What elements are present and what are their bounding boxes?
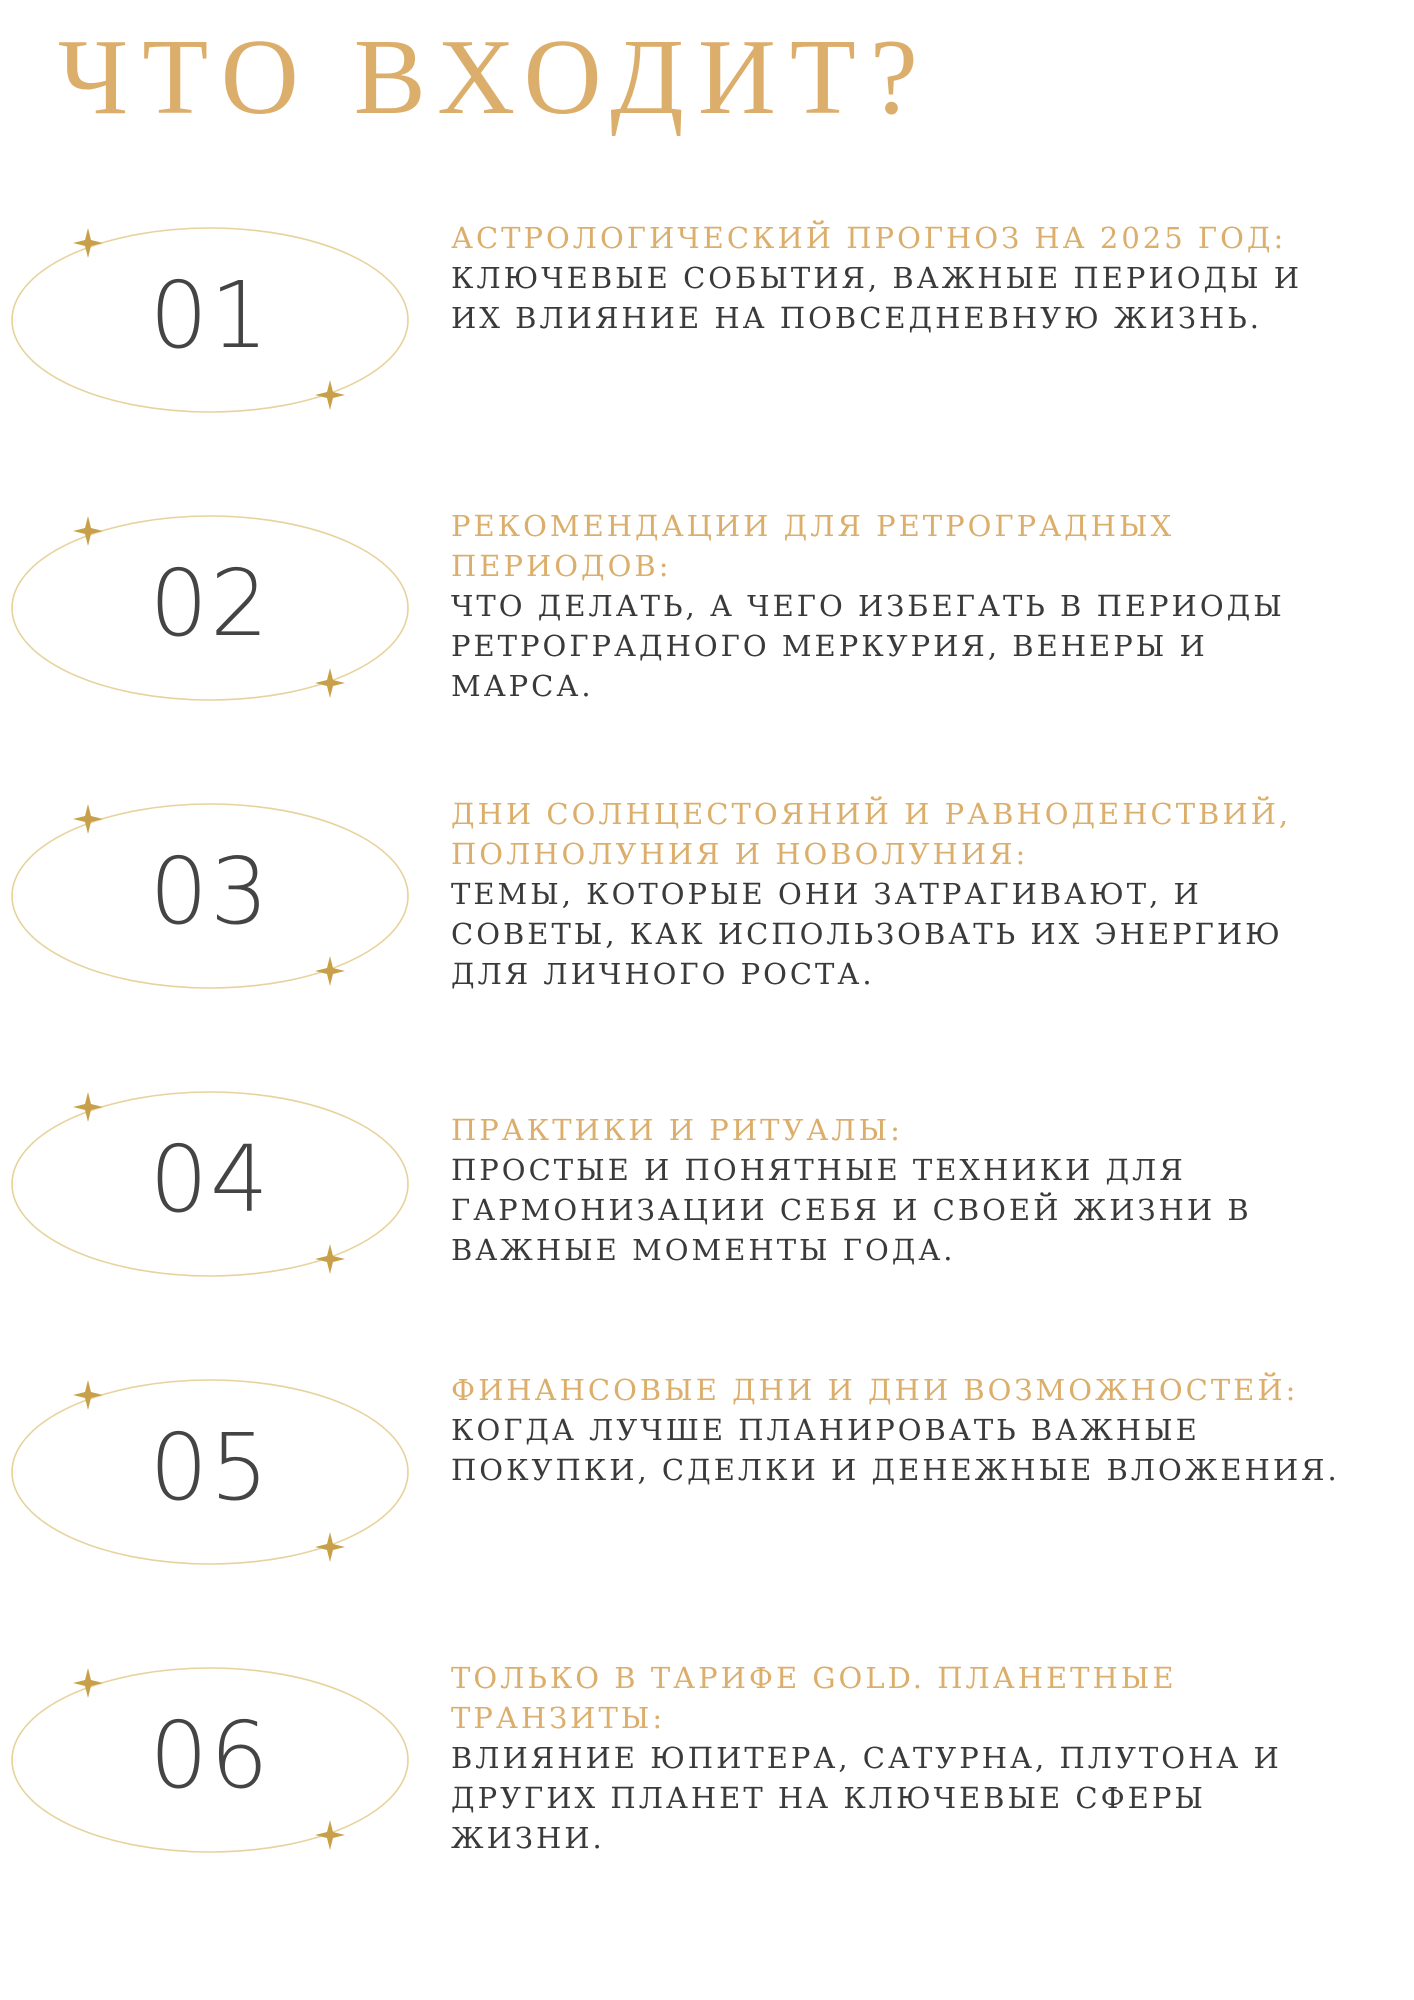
- item-text: [451, 218, 1351, 338]
- number-badge: [0, 498, 430, 738]
- list-item-04: [0, 1074, 1414, 1314]
- sparkle-icon: [73, 804, 103, 834]
- item-description: ВЛИЯНИЕ ЮПИТЕРА, САТУРНА, ПЛУТОНА И ДРУГИХ ПЛАНЕТ НА КЛЮЧЕВЫЕ СФЕРЫ ЖИЗНИ.: [451, 1741, 1282, 1855]
- item-text: [451, 1370, 1351, 1490]
- item-number: 05: [149, 1414, 271, 1521]
- list-item-06: [0, 1650, 1414, 1890]
- item-number: 02: [149, 550, 271, 657]
- item-text: [451, 1658, 1351, 1858]
- item-text: [451, 506, 1351, 706]
- item-title: ДНИ СОЛНЦЕСТОЯНИЙ И РАВНОДЕНСТВИЙ, ПОЛНОЛУНИЯ И НОВОЛУНИЯ:: [451, 797, 1292, 871]
- sparkle-icon: [73, 1668, 103, 1698]
- item-title: АСТРОЛОГИЧЕСКИЙ ПРОГНОЗ НА 2025 ГОД:: [451, 221, 1287, 255]
- item-description: ТЕМЫ, КОТОРЫЕ ОНИ ЗАТРАГИВАЮТ, И СОВЕТЫ, КАК ИСПОЛЬЗОВАТЬ ИХ ЭНЕРГИЮ ДЛЯ ЛИЧНОГО РОСТА.: [451, 877, 1283, 991]
- item-title: РЕКОМЕНДАЦИИ ДЛЯ РЕТРОГРАДНЫХ ПЕРИОДОВ:: [451, 509, 1175, 583]
- item-number: 01: [149, 262, 271, 369]
- number-badge: [0, 1650, 430, 1890]
- list-item-03: [0, 786, 1414, 1026]
- item-text: [451, 794, 1351, 994]
- sparkle-icon: [73, 228, 103, 258]
- item-number: 06: [149, 1702, 271, 1809]
- item-description: ПРОСТЫЕ И ПОНЯТНЫЕ ТЕХНИКИ ДЛЯ ГАРМОНИЗАЦИИ СЕБЯ И СВОЕЙ ЖИЗНИ В ВАЖНЫЕ МОМЕНТЫ ГОДА.: [451, 1153, 1252, 1267]
- item-description: КЛЮЧЕВЫЕ СОБЫТИЯ, ВАЖНЫЕ ПЕРИОДЫ И ИХ ВЛИЯНИЕ НА ПОВСЕДНЕВНУЮ ЖИЗНЬ.: [451, 261, 1303, 335]
- list-item-05: [0, 1362, 1414, 1602]
- sparkle-icon: [315, 956, 345, 986]
- sparkle-icon: [73, 1380, 103, 1410]
- item-text: [451, 1110, 1351, 1270]
- item-title: ТОЛЬКО В ТАРИФЕ GOLD. ПЛАНЕТНЫЕ ТРАНЗИТЫ:: [451, 1661, 1177, 1735]
- item-number: 03: [149, 838, 271, 945]
- sparkle-icon: [73, 516, 103, 546]
- item-description: КОГДА ЛУЧШЕ ПЛАНИРОВАТЬ ВАЖНЫЕ ПОКУПКИ, СДЕЛКИ И ДЕНЕЖНЫЕ ВЛОЖЕНИЯ.: [451, 1413, 1340, 1487]
- number-badge: [0, 1074, 430, 1314]
- item-number: 04: [149, 1126, 271, 1233]
- item-title: ФИНАНСОВЫЕ ДНИ И ДНИ ВОЗМОЖНОСТЕЙ:: [451, 1373, 1299, 1407]
- number-badge: [0, 1362, 430, 1602]
- number-badge: [0, 210, 430, 450]
- item-title: ПРАКТИКИ И РИТУАЛЫ:: [451, 1113, 903, 1147]
- number-badge: [0, 786, 430, 1026]
- sparkle-icon: [315, 1244, 345, 1274]
- sparkle-icon: [315, 1532, 345, 1562]
- page-title: ЧТО ВХОДИТ?: [58, 18, 932, 137]
- list-item-02: [0, 498, 1414, 738]
- sparkle-icon: [315, 668, 345, 698]
- list-item-01: [0, 210, 1414, 450]
- sparkle-icon: [315, 380, 345, 410]
- item-description: ЧТО ДЕЛАТЬ, А ЧЕГО ИЗБЕГАТЬ В ПЕРИОДЫ РЕТРОГРАДНОГО МЕРКУРИЯ, ВЕНЕРЫ И МАРСА.: [451, 589, 1285, 703]
- sparkle-icon: [315, 1820, 345, 1850]
- sparkle-icon: [73, 1092, 103, 1122]
